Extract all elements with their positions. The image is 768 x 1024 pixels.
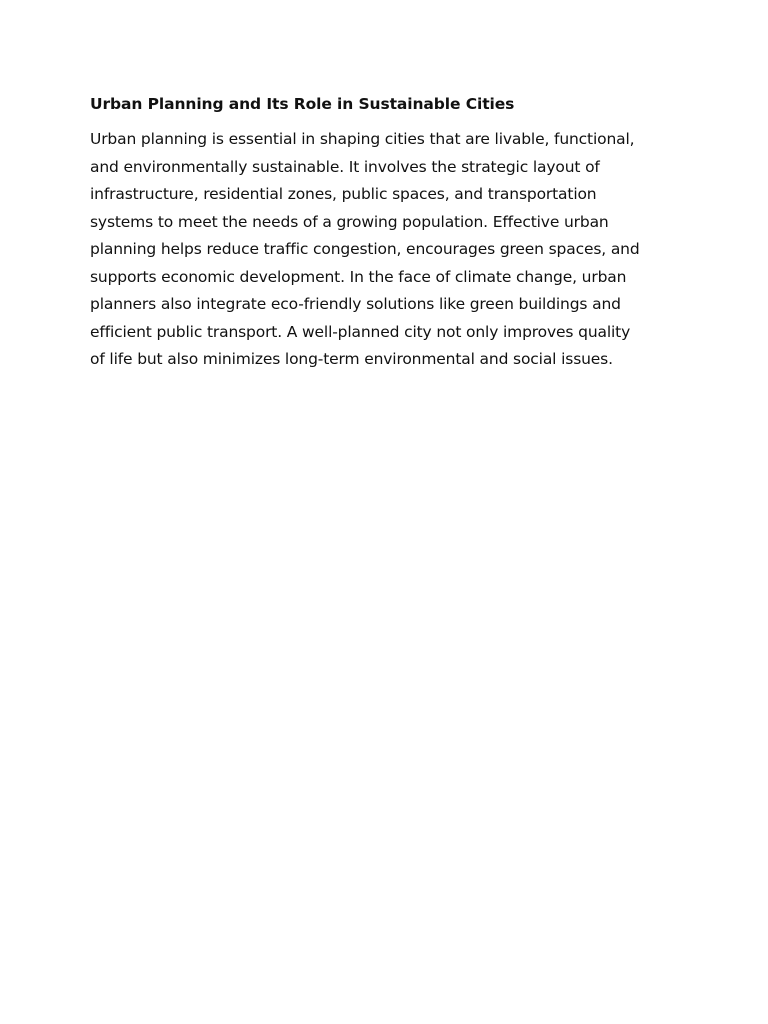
document-title: Urban Planning and Its Role in Sustainable Cities [90,95,515,113]
document-paragraph [90,126,680,374]
paragraph-line: of life but also minimizes long-term environmental and social issues. [90,350,613,368]
paragraph-line: planners also integrate eco-friendly solutions like green buildings and [90,295,621,313]
document-content [90,92,680,374]
paragraph-line: efficient public transport. A well-planned city not only improves quality [90,322,631,341]
paragraph-line: supports economic development. In the face of climate change, urban [90,267,627,286]
paragraph-line: and environmentally sustainable. It involves the strategic layout of [90,157,600,176]
paragraph-line: systems to meet the needs of a growing population. Effective urban [90,212,609,231]
paragraph-line: infrastructure, residential zones, public spaces, and transportation [90,185,597,203]
paragraph-line: planning helps reduce traffic congestion, encourages green spaces, and [90,240,640,258]
paragraph-line: Urban planning is essential in shaping cities that are livable, functional, [90,130,635,148]
